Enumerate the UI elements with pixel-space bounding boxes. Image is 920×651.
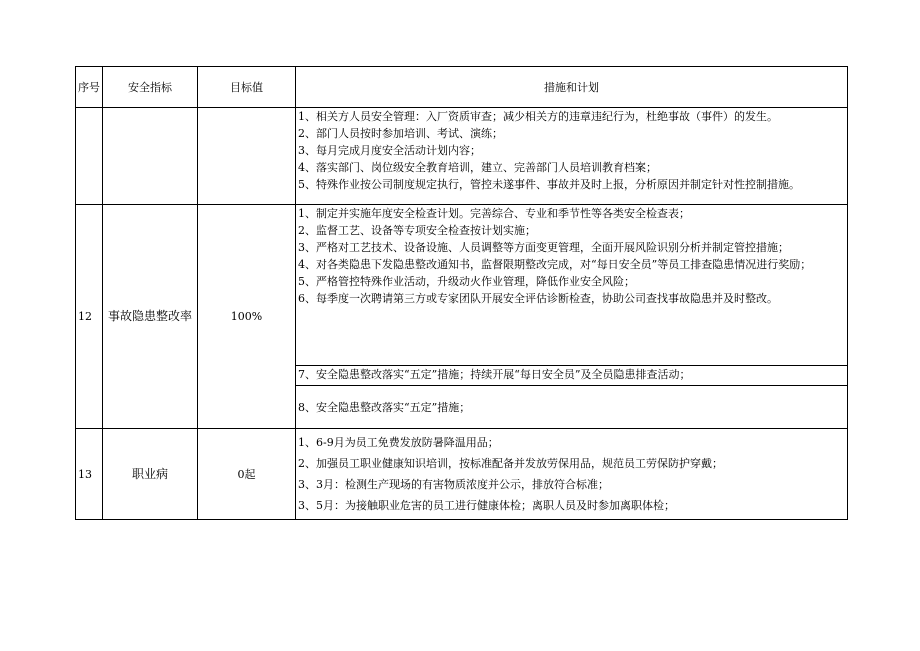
row-no xyxy=(76,108,103,205)
measure-item: 5、严格管控特殊作业活动，升级动火作业管理，降低作业安全风险； xyxy=(298,275,635,288)
row-indicator: 事故隐患整改率 xyxy=(103,205,198,429)
measures-table xyxy=(75,66,848,520)
row-target xyxy=(198,108,296,205)
measure-item: 4、对各类隐患下发隐患整改通知书，监督限期整改完成，对“每日安全员”等员工排查隐患情况进行奖励； xyxy=(298,258,812,271)
header-no: 序号 xyxy=(76,67,103,108)
row-no: 12 xyxy=(76,205,103,429)
measure-item: 3、3月：检测生产现场的有害物质浓度并公示，排放符合标准； xyxy=(298,478,609,491)
row-indicator xyxy=(103,108,198,205)
measure-item: 2、监督工艺、设备等专项安全检查按计划实施； xyxy=(298,224,536,237)
table-row xyxy=(76,429,848,520)
measure-item: 2、加强员工职业健康知识培训，按标准配备并发放劳保用品，规范员工劳保防护穿戴； xyxy=(298,457,723,470)
measure-item: 6、每季度一次聘请第三方或专家团队开展安全评估诊断检查，协助公司查找事故隐患并及时整改。 xyxy=(298,292,778,305)
measure-item: 3、严格对工艺技术、设备设施、人员调整等方面变更管理，全面开展风险识别分析并制定管控措施； xyxy=(298,241,789,254)
header-indicator: 安全指标 xyxy=(103,67,198,108)
measure-item: 4、落实部门、岗位级安全教育培训，建立、完善部门人员培训教育档案； xyxy=(298,161,657,174)
table-row xyxy=(76,108,848,205)
header-measures: 措施和计划 xyxy=(296,67,848,108)
header-target: 目标值 xyxy=(198,67,296,108)
row-measures xyxy=(296,108,848,205)
measure-item: 3、每月完成月度安全活动计划内容； xyxy=(298,144,481,157)
row-no: 13 xyxy=(76,429,103,520)
row-target: 100% xyxy=(198,205,296,429)
measure-item: 7、安全隐患整改落实“五定”措施；持续开展“每日安全员”及全员隐患排查活动； xyxy=(298,368,691,381)
table-header-row xyxy=(76,67,848,108)
table-row xyxy=(76,205,848,429)
measure-item: 1、相关方人员安全管理：入厂资质审查；减少相关方的违章违纪行为，杜绝事故（事件）的发生。 xyxy=(298,110,778,123)
measure-item: 1、制定并实施年度安全检查计划。完善综合、专业和季节性等各类安全检查表； xyxy=(298,207,690,220)
measure-item: 1、6-9月为员工免费发放防暑降温用品； xyxy=(298,436,499,449)
measure-item: 2、部门人员按时参加培训、考试、演练； xyxy=(298,127,503,140)
row-measures xyxy=(296,429,848,520)
measure-item: 8、安全隐患整改落实“五定”措施； xyxy=(298,400,471,414)
measure-item: 3、5月：为接触职业危害的员工进行健康体检；离职人员及时参加离职体检； xyxy=(298,499,675,512)
row-measures xyxy=(296,205,848,429)
measure-item: 5、特殊作业按公司制度规定执行，管控未遂事件、事故并及时上报，分析原因并制定针对性控制措施。 xyxy=(298,178,800,191)
row-target: 0起 xyxy=(198,429,296,520)
row-indicator: 职业病 xyxy=(103,429,198,520)
